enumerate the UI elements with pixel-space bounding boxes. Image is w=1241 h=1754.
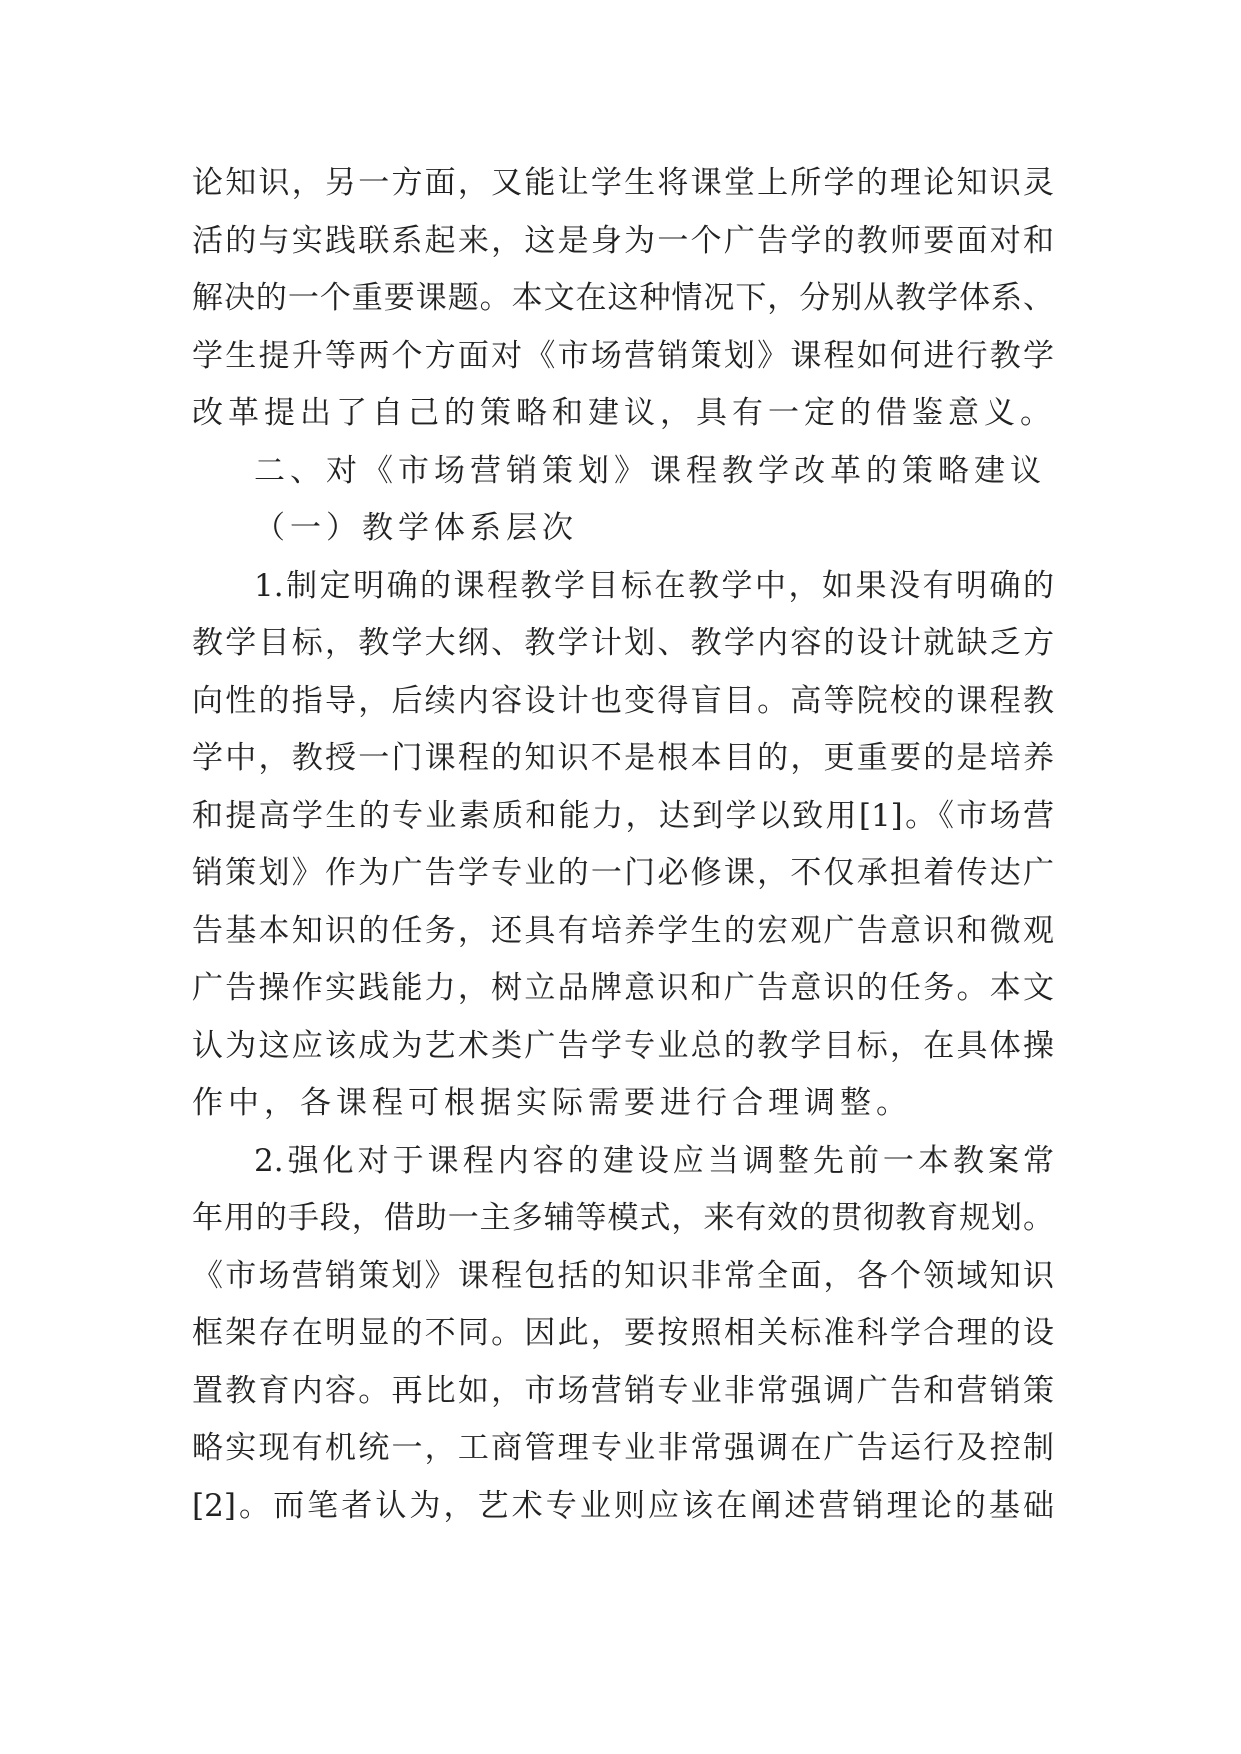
text-line: 向性的指导，后续内容设计也变得盲目。高等院校的课程教 [192,682,1054,719]
text-line: 2.强化对于课程内容的建设应当调整先前一本教案常 [254,1142,1054,1179]
text-line: 1.制定明确的课程教学目标在教学中，如果没有明确的 [254,567,1054,604]
text-line: 销策划》作为广告学专业的一门必修课，不仅承担着传达广 [192,855,1054,891]
text-line: 解决的一个重要课题。本文在这种情况下，分别从教学体系、 [192,280,1054,316]
text-line: 框架存在明显的不同。因此，要按照相关标准科学合理的设 [192,1315,1054,1351]
subsection-heading: （一）教学体系层次 [254,510,578,546]
text-line: 学生提升等两个方面对《市场营销策划》课程如何进行教学 [192,337,1054,374]
text-line: 改革提出了自己的策略和建议，具有一定的借鉴意义。 [192,395,1056,431]
text-line: [2]。而笔者认为，艺术专业则应该在阐述营销理论的基础 [192,1487,1054,1524]
text-line: 年用的手段，借助一主多辅等模式，来有效的贯彻教育规划。 [192,1200,1054,1236]
text-line: 教学目标，教学大纲、教学计划、教学内容的设计就缺乏方 [192,625,1054,661]
text-line: 活的与实践联系起来，这是身为一个广告学的教师要面对和 [192,222,1054,259]
body-text [192,155,1054,1535]
text-line: 作中，各课程可根据实际需要进行合理调整。 [192,1085,912,1121]
text-line: 学中，教授一门课程的知识不是根本目的，更重要的是培养 [192,740,1054,776]
text-line: 置教育内容。再比如，市场营销专业非常强调广告和营销策 [192,1372,1054,1409]
text-line: 和提高学生的专业素质和能力，达到学以致用[1]。《市场营 [192,797,1054,834]
section-heading: 二、对《市场营销策划》课程教学改革的策略建议 [254,452,1046,489]
text-line: 《市场营销策划》课程包括的知识非常全面，各个领域知识 [192,1257,1054,1294]
text-line: 论知识，另一方面，又能让学生将课堂上所学的理论知识灵 [192,165,1054,201]
text-line: 认为这应该成为艺术类广告学专业总的教学目标，在具体操 [192,1027,1054,1064]
text-line: 广告操作实践能力，树立品牌意识和广告意识的任务。本文 [192,970,1054,1006]
text-line: 告基本知识的任务，还具有培养学生的宏观广告意识和微观 [192,912,1054,949]
text-line: 略实现有机统一，工商管理专业非常强调在广告运行及控制 [192,1430,1054,1466]
